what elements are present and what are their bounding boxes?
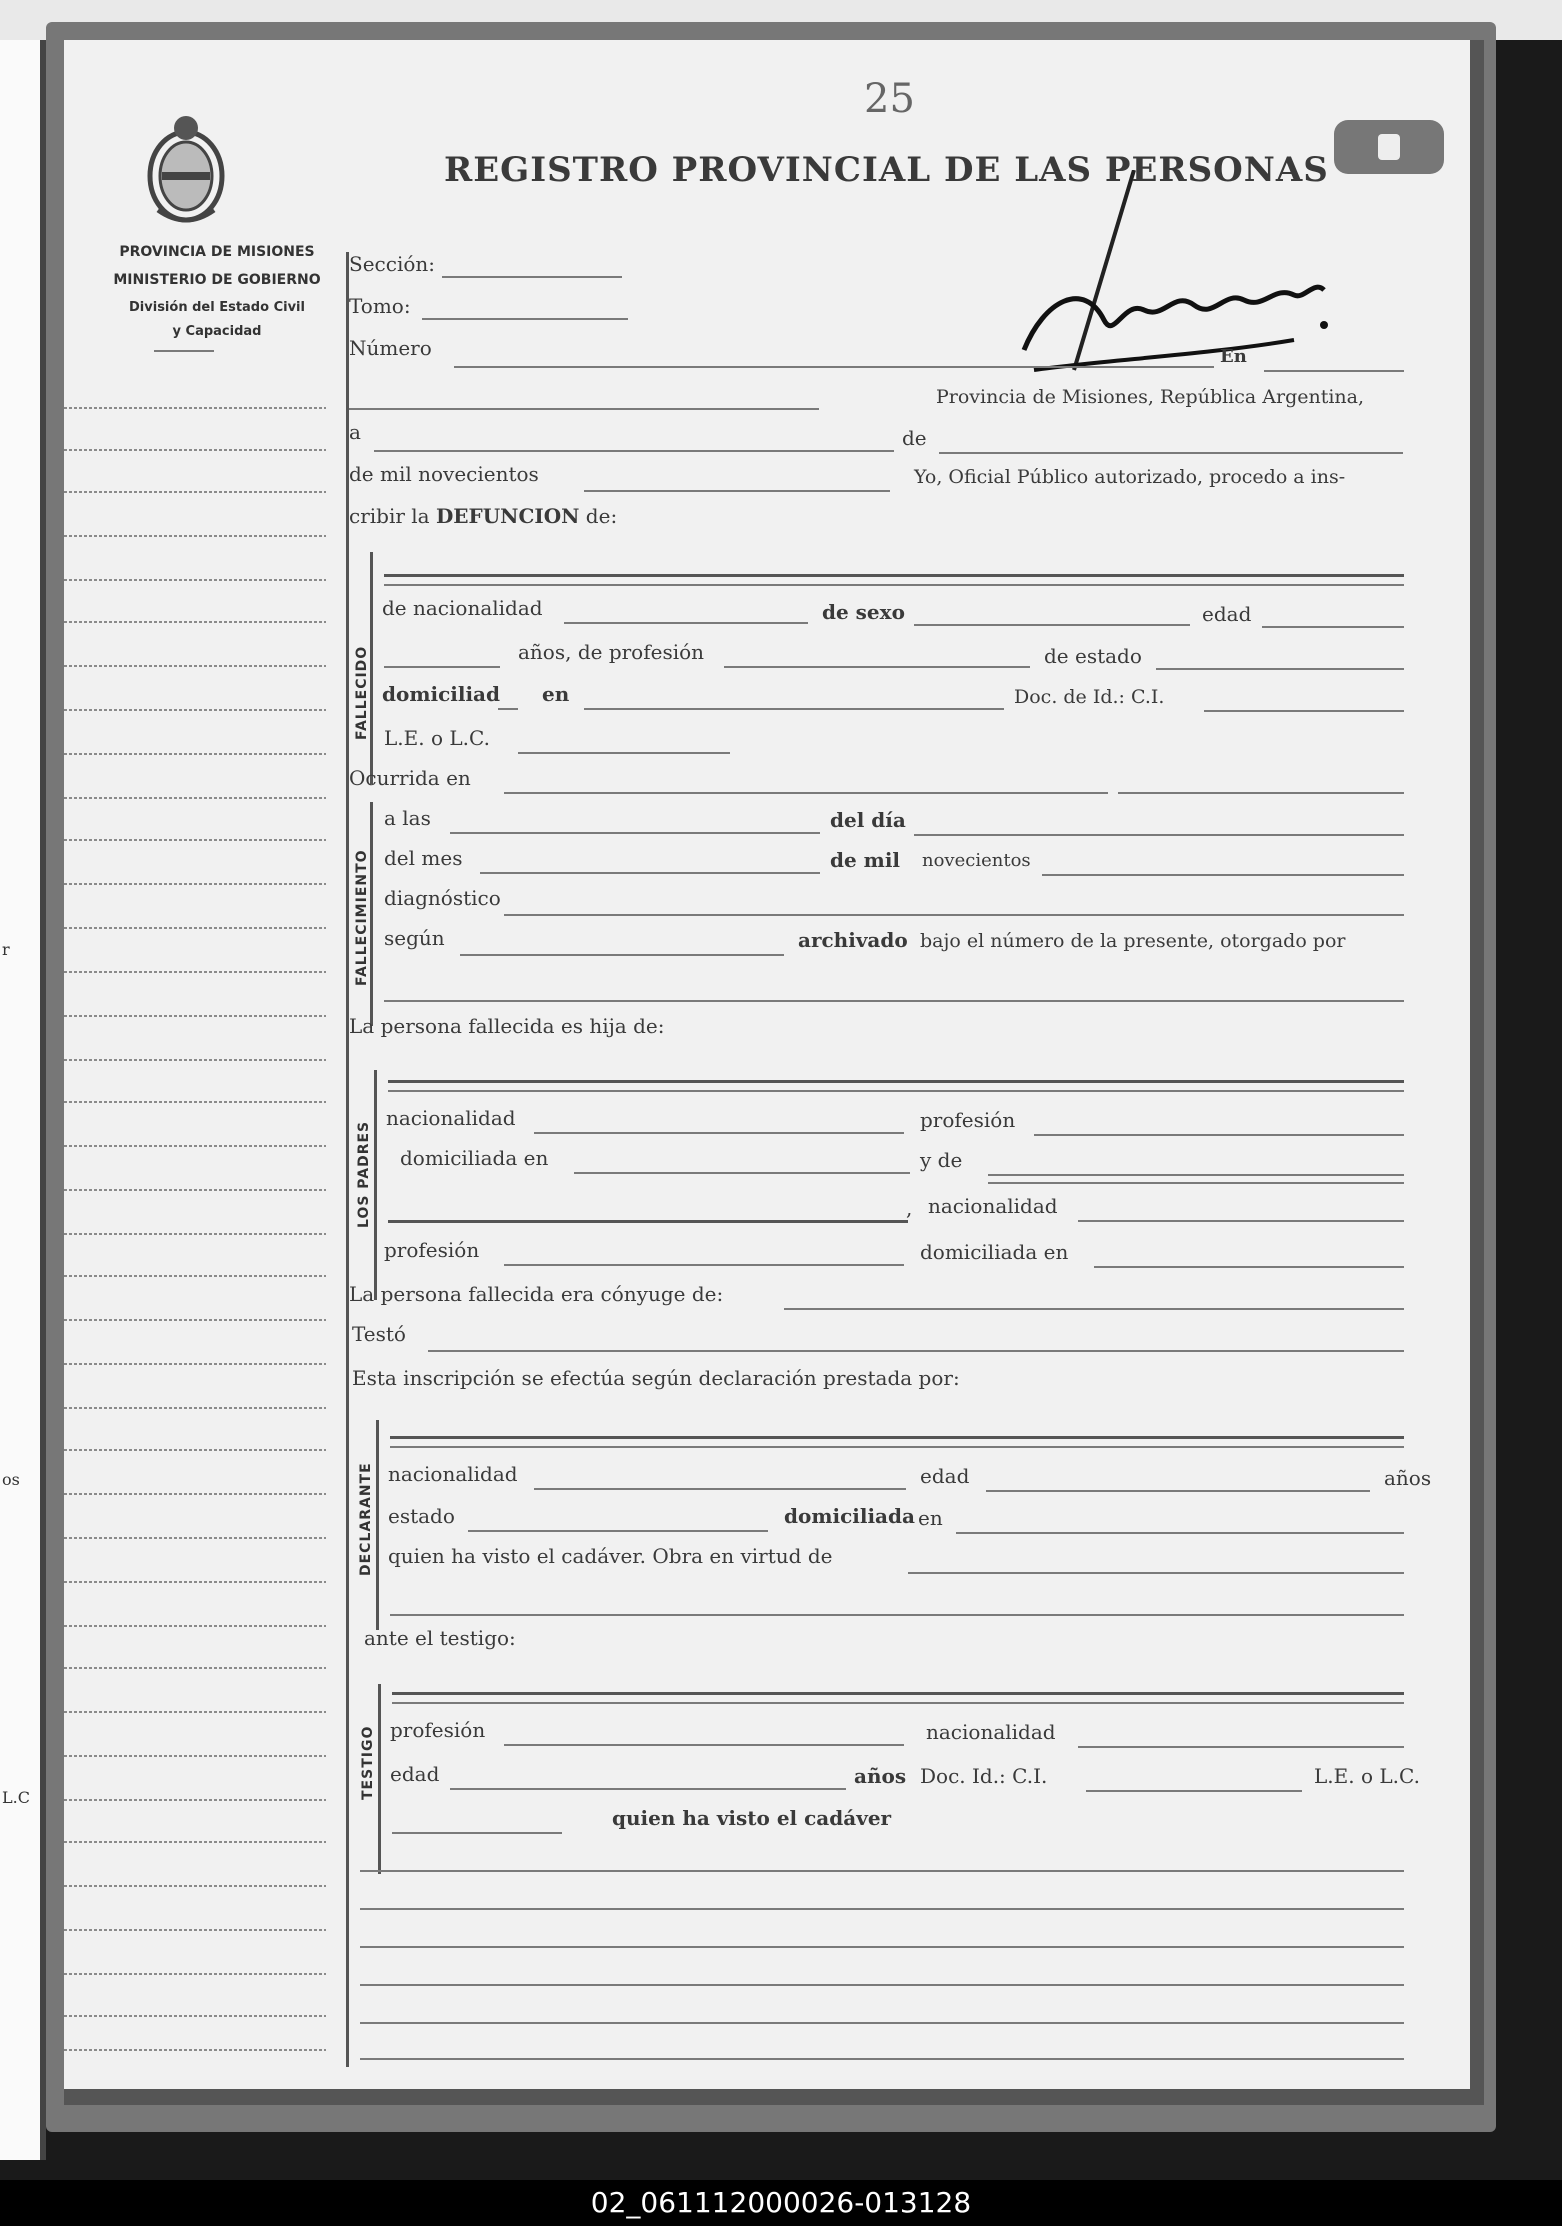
testigo-nacionalidad-label: nacionalidad (926, 1720, 1056, 1744)
testigo-profesion-label: profesión (390, 1718, 486, 1742)
testigo-name-rule (392, 1702, 1404, 1704)
declarante-en-label: en (918, 1506, 943, 1530)
hija-de-label: La persona fallecida es hija de: (349, 1014, 665, 1038)
notes-line-2[interactable] (360, 1908, 1404, 1910)
province-line4: y Capacidad (172, 324, 262, 339)
fallecido-ci-field[interactable] (1204, 710, 1404, 712)
fallecido-domicilio-field[interactable] (584, 708, 1004, 710)
testigo-anos-label: años (854, 1764, 907, 1788)
margin-ruled-lines (64, 40, 344, 2105)
fallecido-name-rule (384, 584, 1404, 586)
fallecido-section-label: FALLECIDO (354, 645, 370, 740)
ocurrida-label: Ocurrida en (349, 766, 471, 790)
fallecido-domicilio-label: domiciliad (382, 682, 500, 706)
a-field[interactable] (374, 450, 894, 452)
novecientos-label: novecientos (922, 850, 1031, 871)
declarante-domicilio-field[interactable] (956, 1532, 1404, 1534)
declarante-nacionalidad-field[interactable] (534, 1488, 906, 1490)
corner-stamp (1334, 120, 1444, 174)
madre-name-rule (988, 1182, 1404, 1184)
fallecido-profesion-label: años, de profesión (518, 640, 705, 664)
testigo-bracket (378, 1684, 381, 1874)
declarante-estado-label: estado (388, 1504, 455, 1528)
declarante-extra-field[interactable] (390, 1614, 1404, 1616)
padre-name-rule (388, 1090, 1404, 1092)
comma-mark: , (906, 1196, 913, 1220)
page-number: 25 (864, 76, 915, 122)
de-label: de (902, 426, 927, 450)
year-field[interactable] (584, 490, 890, 492)
declarante-nacionalidad-label: nacionalidad (388, 1462, 518, 1486)
a-label: a (349, 420, 361, 444)
register-title: REGISTRO PROVINCIAL DE LAS PERSONAS (444, 150, 1329, 190)
diagnostico-label: diagnóstico (384, 886, 501, 910)
left-fragment-os: os (2, 1470, 20, 1489)
declarante-bracket (376, 1420, 379, 1630)
madre-name-field[interactable] (988, 1174, 1404, 1176)
conyuge-label: La persona fallecida era cónyuge de: (349, 1282, 724, 1306)
padre-name-field[interactable] (388, 1080, 1404, 1083)
notes-line-1[interactable] (360, 1870, 1404, 1872)
de-field[interactable] (939, 452, 1403, 454)
testo-field[interactable] (428, 1350, 1404, 1352)
notes-line-6[interactable] (360, 2058, 1404, 2060)
a-las-field[interactable] (450, 832, 820, 834)
ocurrida-field[interactable] (504, 792, 1108, 794)
place-field[interactable] (349, 408, 819, 410)
padre-profesion-field[interactable] (1034, 1134, 1404, 1136)
a-las-label: a las (384, 806, 431, 830)
declarante-domiciliada-label: domiciliada (784, 1504, 915, 1528)
declarante-quien-text: quien ha visto el cadáver. Obra en virtud de (388, 1544, 833, 1568)
oficial-text: Yo, Oficial Público autorizado, procedo a ins- (914, 466, 1346, 488)
previous-page-edge (0, 40, 46, 2160)
notes-line-4[interactable] (360, 1984, 1404, 1986)
testigo-edad-label: edad (390, 1762, 440, 1786)
declarante-estado-field[interactable] (468, 1530, 768, 1532)
testigo-name-field[interactable] (392, 1692, 1404, 1695)
fallecido-sexo-label: de sexo (822, 600, 905, 624)
tomo-label: Tomo: (349, 294, 411, 318)
madre-profesion-label: profesión (384, 1238, 480, 1262)
declarante-anos-label: años (1384, 1466, 1432, 1490)
provincia-text: Provincia de Misiones, República Argentina, (936, 386, 1365, 408)
testo-label: Testó (352, 1322, 406, 1346)
declarante-edad-label: edad (920, 1464, 970, 1488)
madre-nacionalidad-field[interactable] (1078, 1220, 1404, 1222)
testigo-edad-field[interactable] (450, 1788, 846, 1790)
signature-image (964, 170, 1384, 380)
declarante-section-label: DECLARANTE (358, 1462, 374, 1576)
testigo-le-field[interactable] (392, 1832, 562, 1834)
padre-profesion-label: profesión (920, 1108, 1016, 1132)
y-de-label: y de (920, 1148, 963, 1172)
fallecido-estado-label: de estado (1044, 644, 1142, 668)
fallecido-doc-label: Doc. de Id.: C.I. (1014, 686, 1165, 708)
obra-en-virtud-field[interactable] (908, 1572, 1404, 1574)
madre-nacionalidad-label: nacionalidad (928, 1194, 1058, 1218)
madre-domicilio-field[interactable] (1094, 1266, 1404, 1268)
fallecido-le-label: L.E. o L.C. (384, 726, 490, 750)
padres-bracket (374, 1070, 377, 1300)
padre-nacionalidad-field[interactable] (534, 1132, 904, 1134)
left-fragment-lc: L.C (2, 1788, 30, 1807)
del-dia-label: del día (830, 808, 906, 832)
fallecido-nacionalidad-label: de nacionalidad (382, 596, 543, 620)
fallecimiento-bracket (370, 802, 373, 1026)
testigo-section-label: TESTIGO (360, 1725, 376, 1800)
segun-field[interactable] (460, 954, 784, 956)
image-code-footer: 02_061112000026-013128 (0, 2180, 1562, 2226)
fallecido-domicilio-suffix-field[interactable] (498, 708, 518, 710)
bajo-numero-text: bajo el número de la presente, otorgado por (920, 930, 1346, 952)
madre-domicilio-label: domiciliada en (920, 1240, 1069, 1264)
declarante-edad-field[interactable] (986, 1490, 1370, 1492)
fallecido-sexo-field[interactable] (914, 624, 1190, 626)
testigo-quien-text: quien ha visto el cadáver (612, 1806, 892, 1830)
diagnostico-field[interactable] (504, 914, 1404, 916)
fallecimiento-section-label: FALLECIMIENTO (354, 849, 370, 986)
notes-line-3[interactable] (360, 1946, 1404, 1948)
left-fragment-r: r (2, 940, 10, 959)
fallecido-estado-field[interactable] (1156, 668, 1404, 670)
notes-line-5[interactable] (360, 2022, 1404, 2024)
ocurrida-field-2[interactable] (1118, 792, 1404, 794)
conyuge-field[interactable] (784, 1308, 1404, 1310)
en-field[interactable] (1264, 370, 1404, 372)
del-mes-field[interactable] (480, 872, 820, 874)
fallecido-le-field[interactable] (518, 752, 730, 754)
madre-name-continued-field[interactable] (388, 1220, 908, 1223)
declarante-name-field[interactable] (390, 1436, 1404, 1439)
register-page (64, 40, 1484, 2105)
inscribir-text: cribir la DEFUNCION de: (349, 504, 618, 528)
madre-profesion-field[interactable] (504, 1264, 904, 1266)
testigo-doc-label: Doc. Id.: C.I. (920, 1764, 1048, 1788)
seccion-field[interactable] (442, 276, 622, 278)
fallecido-edad-label: edad (1202, 602, 1252, 626)
inscripcion-label: Esta inscripción se efectúa según declaración prestada por: (352, 1366, 960, 1390)
tomo-field[interactable] (422, 318, 628, 320)
province-line1: PROVINCIA DE MISIONES (119, 244, 315, 260)
padre-domicilio-field[interactable] (574, 1172, 910, 1174)
province-line2: MINISTERIO DE GOBIERNO (113, 272, 321, 288)
numero-field[interactable] (454, 366, 1214, 368)
segun-label: según (384, 926, 445, 950)
seccion-label: Sección: (349, 252, 435, 276)
fallecido-edad-field[interactable] (1262, 626, 1404, 628)
fallecido-bracket (370, 552, 373, 784)
numero-label: Número (349, 336, 432, 360)
archivado-label: archivado (798, 928, 908, 952)
testigo-ci-field[interactable] (1086, 1790, 1302, 1792)
de-mil-label: de mil (830, 848, 901, 872)
padre-domicilio-label: domiciliada en (400, 1146, 549, 1170)
padres-section-label: LOS PADRES (356, 1120, 372, 1228)
fallecido-nacionalidad-field[interactable] (564, 622, 808, 624)
testigo-le-label: L.E. o L.C. (1314, 1764, 1420, 1788)
padre-nacionalidad-label: nacionalidad (386, 1106, 516, 1130)
en-label: En (1220, 346, 1247, 367)
province-line3: División del Estado Civil (129, 300, 305, 315)
ante-testigo-label: ante el testigo: (364, 1626, 516, 1650)
declarante-name-rule (390, 1446, 1404, 1448)
fallecido-anos-field[interactable] (384, 666, 500, 668)
fallecido-profesion-field[interactable] (724, 666, 1030, 668)
testigo-nacionalidad-field[interactable] (1078, 1746, 1404, 1748)
fallecido-name-field[interactable] (384, 574, 1404, 577)
del-mes-label: del mes (384, 846, 463, 870)
del-dia-field[interactable] (914, 834, 1404, 836)
de-mil-novecientos-label: de mil novecientos (349, 462, 539, 486)
fallecimiento-year-field[interactable] (1042, 874, 1404, 876)
otorgado-field[interactable] (384, 1000, 1404, 1002)
testigo-profesion-field[interactable] (504, 1744, 904, 1746)
fallecido-en-label: en (542, 682, 570, 706)
